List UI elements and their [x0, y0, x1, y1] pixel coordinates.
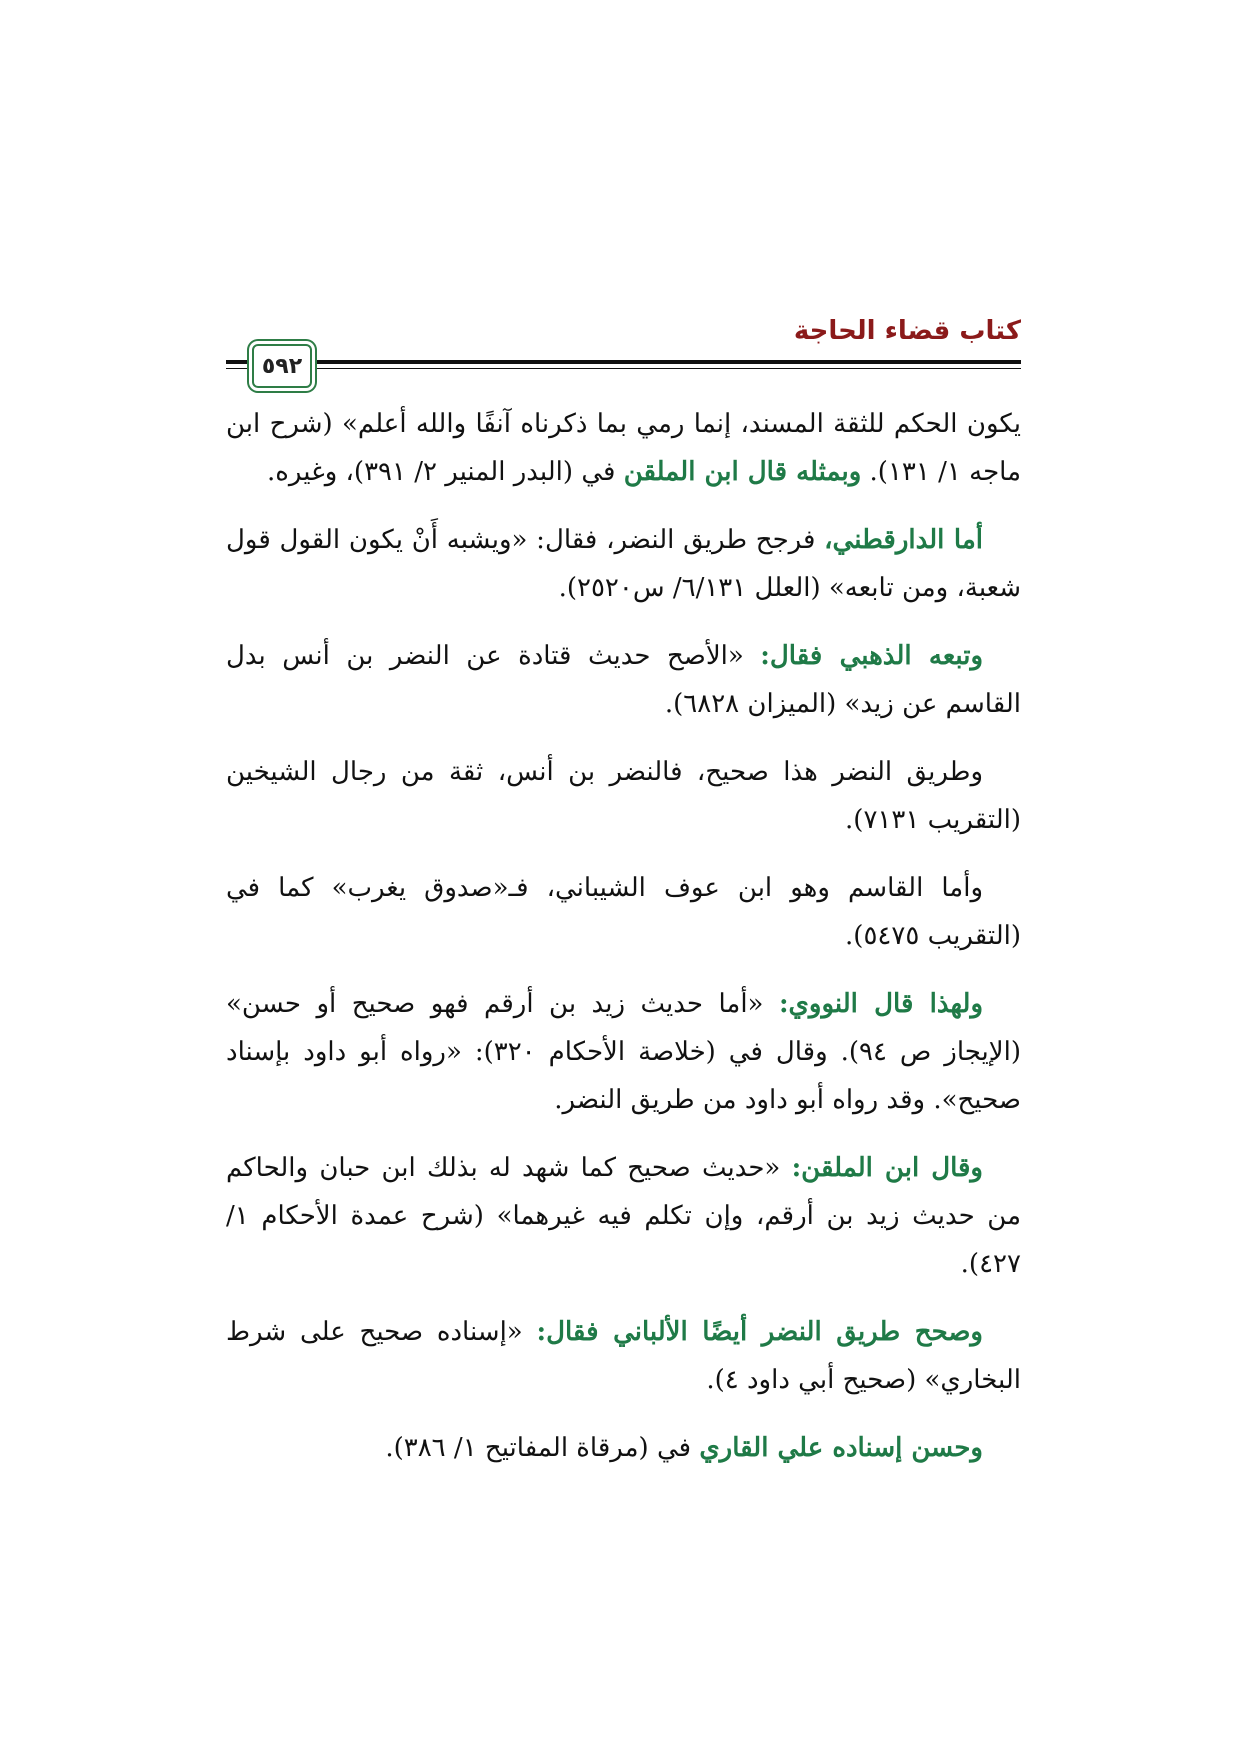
paragraph: [226, 1144, 1021, 1288]
page-body: [226, 400, 1021, 1492]
text-segment: «إسناده صحيح على شرط البخاري» (صحيح أبي داود ٤).: [226, 1317, 1021, 1395]
book-title: كتاب قضاء الحاجة: [793, 316, 1021, 346]
text-segment: «أما حديث زيد بن أرقم فهو صحيح أو حسن» (الإيجاز ص ٩٤). وقال في (خلاصة الأحكام ٣٢٠): «رواه أبو داود بإسناد صحيح». وقد رواه أبو داود من طريق النضر.: [226, 989, 1021, 1115]
text-segment: «الأصح حديث قتادة عن النضر بن أنس بدل القاسم عن زيد» (الميزان ٦٨٢٨).: [226, 641, 1021, 719]
paragraph: [226, 632, 1021, 728]
paragraph: [226, 748, 1021, 844]
highlighted-phrase: وحسن إسناده علي القاري: [699, 1433, 983, 1463]
header-rule-thick: [226, 360, 1021, 364]
text-segment: وطريق النضر هذا صحيح، فالنضر بن أنس، ثقة من رجال الشيخين (التقريب ٧١٣١).: [226, 757, 1021, 835]
highlighted-phrase: وبمثله قال ابن الملقن: [623, 457, 862, 487]
paragraph: [226, 516, 1021, 612]
paragraph: [226, 1308, 1021, 1404]
paragraph: [226, 864, 1021, 960]
text-segment: يكون الحكم للثقة المسند، إنما رمي بما ذكرناه آنفًا والله أعلم» (شرح ابن ماجه ١/ ١٣١).: [226, 409, 1021, 487]
paragraph: [226, 400, 1021, 496]
page-number-badge: [252, 344, 312, 388]
highlighted-phrase: وقال ابن الملقن:: [791, 1153, 983, 1183]
text-segment: وأما القاسم وهو ابن عوف الشيباني، فـ«صدوق يغرب» كما في (التقريب ٥٤٧٥).: [226, 873, 1021, 951]
paragraph: [226, 980, 1021, 1124]
highlighted-phrase: ولهذا قال النووي:: [778, 989, 984, 1019]
highlighted-phrase: وتبعه الذهبي فقال:: [760, 641, 983, 671]
text-segment: «حديث صحيح كما شهد له بذلك ابن حبان والحاكم من حديث زيد بن أرقم، وإن تكلم فيه غيرهما» (شرح عمدة الأحكام ١/ ٤٢٧).: [226, 1153, 1021, 1279]
text-segment: في (مرقاة المفاتيح ١/ ٣٨٦).: [385, 1433, 700, 1463]
page-number: ٥٩٢: [261, 353, 303, 379]
text-segment: في (البدر المنير ٢/ ٣٩١)، وغيره.: [267, 457, 624, 487]
page-header: [226, 316, 1021, 386]
paragraph: [226, 1424, 1021, 1472]
text-segment: فرجح طريق النضر، فقال: «ويشبه أَنْ يكون القول قول شعبة، ومن تابعه» (العلل ٦/١٣١/ س٢٥٢٠).: [226, 525, 1021, 603]
highlighted-phrase: أما الدارقطني،: [824, 525, 983, 555]
highlighted-phrase: وصحح طريق النضر أيضًا الألباني فقال:: [536, 1317, 983, 1347]
header-rule-thin: [226, 368, 1021, 369]
